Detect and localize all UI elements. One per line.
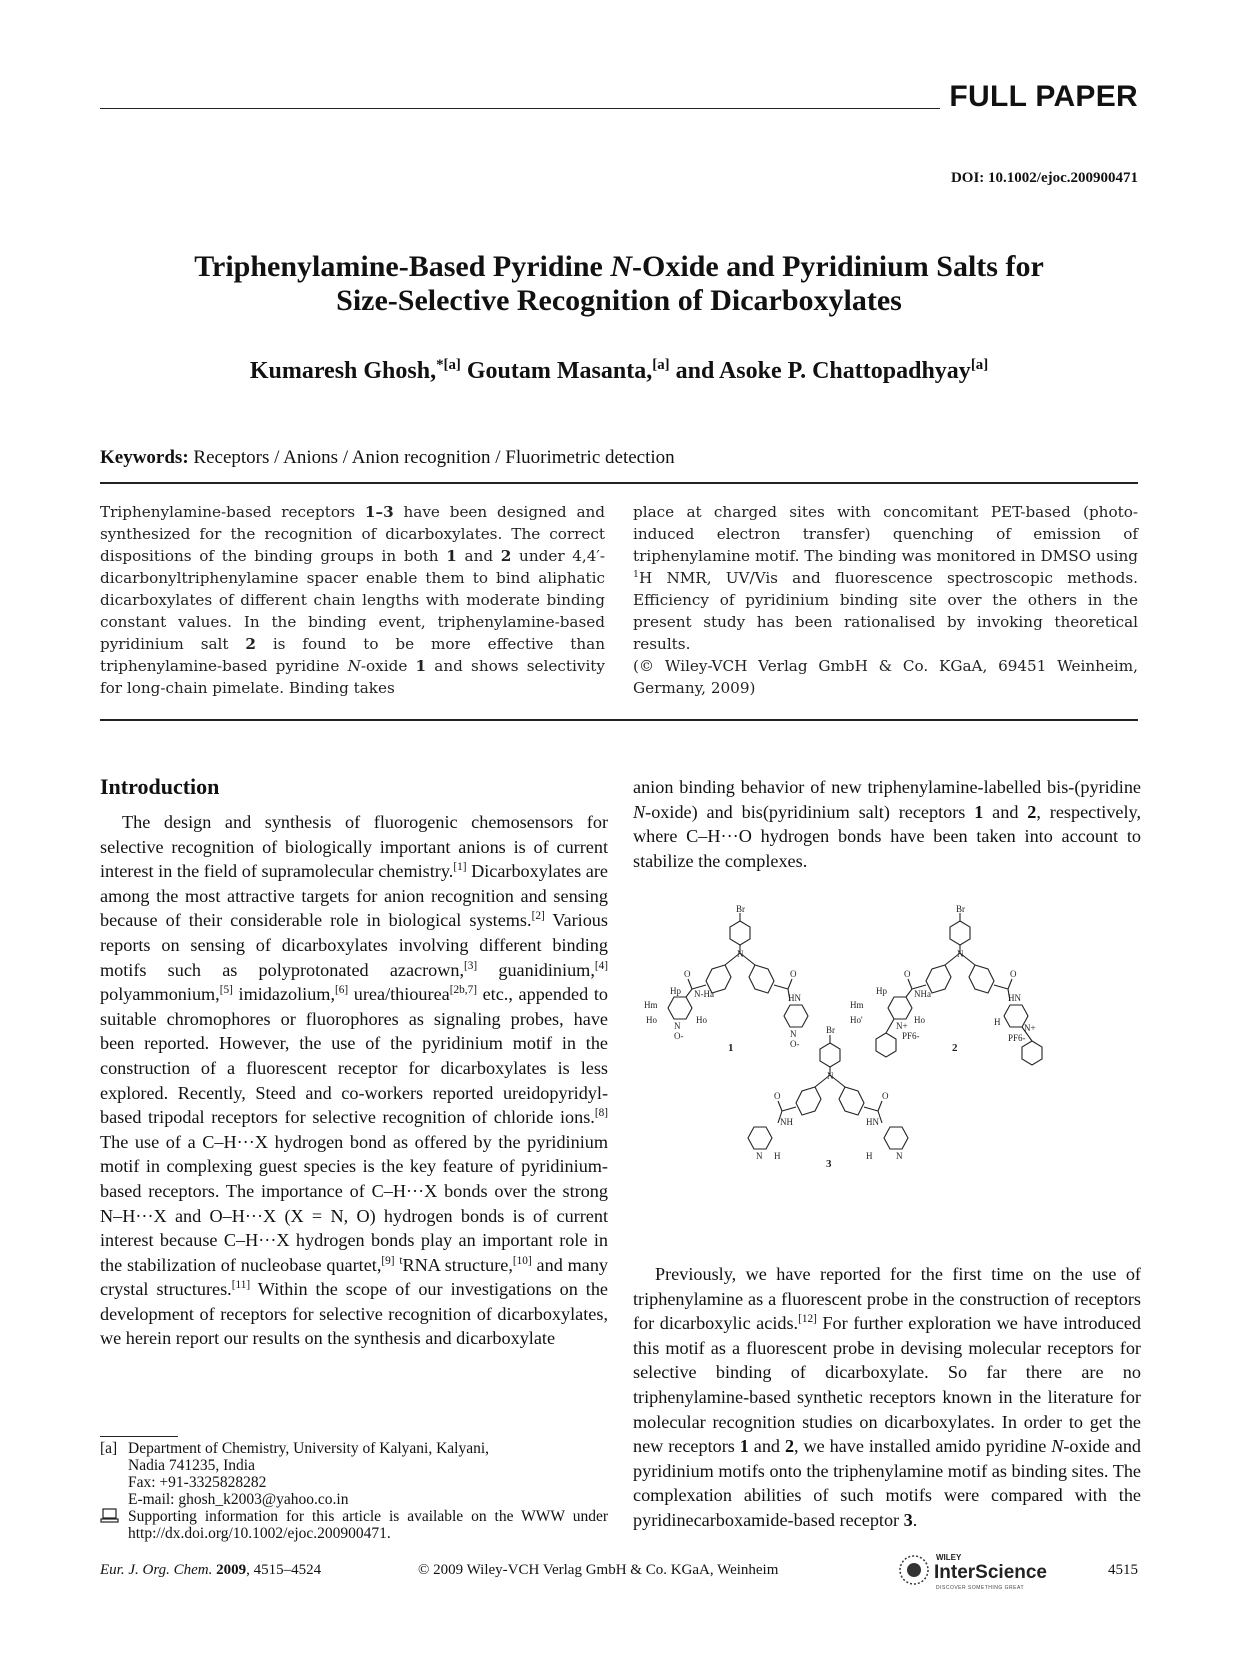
label-o: O: [904, 969, 911, 979]
label-n-plus: N+: [896, 1021, 908, 1031]
svg-text:InterScience: InterScience: [934, 1562, 1047, 1583]
header-rule: [100, 108, 940, 109]
label-n: N: [896, 1151, 903, 1161]
label-o-minus: O-: [790, 1039, 800, 1049]
svg-text:WILEY: WILEY: [936, 1553, 962, 1562]
intro-left-column: The design and synthesis of fluorogenic chemosensors for selective recognition of biologically important anions is of current interest in the field of supramolecular chemistry.[1] Dicarboxylates are among the most attractive targets for anion recognition and sensing because of their considerable role in biological systems.[2] Various reports on sensing of dicarboxylates involving different binding motifs such as polyprotonated azacrown,[3] guanidinium,[4] polyammonium,[5] imidazolium,[6] urea/thiourea[2b,7] etc., appended to suitable chromophores or fluorophores as signaling probes, have been reported. However, the use of the pyridinium motif in the construction of a fluorescent receptor for dicarboxylates is less explored. Recently, Steed and co-workers reported ureidopyridyl-based tripodal receptors for selective recognition of chloride ions.[8] The use of a C–H···X hydrogen bond as offered by the pyridinium motif in complexing guest species is the key feature of pyridinium-based receptors. The importance of C–H···X bonds over the strong N–H···X and O–H···X (X = N, O) hydrogen bonds is of current interest because C–H···X hydrogen bonds play an important role in the stabilization of nucleobase quartet,[9] $^t$RNA structure,[10] and many crystal structures.[11] Within the scope of our investigations on the development of receptors for selective recognition of dicarboxylates, we herein report our results on the synthesis and dicarboxylate: [100, 812, 609, 1349]
supporting-info-note: Supporting information for this article is available on the WWW under http://dx.doi.org/10.1002/ejoc.200900471.: [100, 1508, 608, 1542]
keywords-list: Receptors / Anions / Anion recognition / Fluorimetric detection: [193, 447, 675, 468]
abstract-right: place at charged sites with concomitant PET-based (photo-induced electron transfer) quenching of emission of triphenylamine motif. The binding was monitored in DMSO using $^1$H NMR, UV/Vis and fluorescence spectroscopic methods. Efficiency of pyridinium binding site over the others in the present study has been rationalised by invoking theoretical results. (© Wiley-VCH Verlag GmbH & Co. KGaA, 69451 Weinheim, Germany, 2009): [633, 503, 1138, 697]
abstract-copyright: (© Wiley-VCH Verlag GmbH & Co. KGaA, 69451 Weinheim, Germany, 2009): [633, 657, 1138, 697]
label-h: H: [866, 1151, 873, 1161]
label-n: N: [957, 949, 964, 959]
label-o-minus: O-: [674, 1031, 684, 1041]
label-nha: N-Ha: [694, 989, 714, 999]
footnote-rule: [100, 1436, 178, 1437]
label-n-oxide: N: [790, 1029, 797, 1039]
abstract-bottom-rule: [100, 719, 1138, 721]
footnotes: [100, 1440, 608, 1542]
label-hn: HN: [866, 1117, 879, 1127]
keywords: [100, 447, 675, 469]
label-n: N: [756, 1151, 763, 1161]
label-o: O: [774, 1091, 781, 1101]
label-h: H: [994, 1017, 1001, 1027]
author-affiliation: *[a]: [436, 357, 461, 373]
label-hp: Hp: [876, 986, 887, 996]
doi[interactable]: DOI: 10.1002/ejoc.200900471: [950, 170, 1138, 186]
author-name: and Asoke P. Chattopadhyay: [675, 358, 971, 384]
label-hn: HN: [1008, 993, 1021, 1003]
label-h: H: [774, 1151, 781, 1161]
label-ho-prime: Ho': [850, 1015, 863, 1025]
section-label: FULL PAPER: [949, 80, 1138, 113]
label-ho: Ho: [646, 1015, 657, 1025]
label-br: Br: [956, 905, 965, 914]
page-number: 4515: [1108, 1562, 1138, 1578]
affiliation-footnote: [a] Department of Chemistry, University of Kalyani, Kalyani, Nadia 741235, India Fax: +91-3325828282 E-mail: ghosh_k2003@yahoo.co.in: [100, 1440, 608, 1508]
label-n-oxide: N: [674, 1021, 681, 1031]
label-ho: Ho: [914, 1015, 925, 1025]
label-pf6: PF6-: [902, 1031, 920, 1041]
section-heading-introduction: Introduction: [100, 774, 220, 799]
label-ho: Ho: [696, 1015, 707, 1025]
label-o: O: [684, 969, 691, 979]
abstract-top-rule: [100, 482, 1138, 484]
label-hn: HN: [788, 993, 801, 1003]
label-hm: Hm: [644, 1000, 658, 1010]
label-hm: Hm: [850, 1000, 864, 1010]
label-n-plus: N+: [1024, 1023, 1036, 1033]
abstract-left: Triphenylamine-based receptors 1–3 have been designed and synthesized for the recognition of dicarboxylates. The correct dispositions of the binding groups in both 1 and 2 under 4,4′-dicarbonyltriphenylamine spacer enable them to bind aliphatic dicarboxylates of different chain lengths with moderate binding constant values. In the binding event, triphenylamine-based pyridinium salt 2 is found to be more effective than triphenylamine-based pyridine N-oxide 1 and shows selectivity for long-chain pimelate. Binding takes: [100, 503, 606, 697]
keywords-label: Keywords:: [100, 447, 189, 468]
label-o: O: [1010, 969, 1017, 979]
author-name: Kumaresh Ghosh,: [249, 358, 437, 384]
interscience-logo: [896, 1548, 1066, 1592]
compound-1-label: 1: [728, 1042, 734, 1054]
footer-copyright: © 2009 Wiley-VCH Verlag GmbH & Co. KGaA, Weinheim: [418, 1562, 779, 1578]
article-title: Triphenylamine-Based Pyridine N-Oxide and Pyridinium Salts for Size-Selective Recognition of Dicarboxylates: [194, 250, 1044, 317]
author-name: Goutam Masanta,: [466, 358, 653, 384]
intro-right-top: anion binding behavior of new triphenylamine-labelled bis-(pyridine N-oxide) and bis(pyridinium salt) receptors 1 and 2, respectively, where C–H···O hydrogen bonds have been taken into account to stabilize the complexes.: [633, 777, 1141, 871]
chemical-structures-scheme: [640, 905, 1120, 1215]
label-n: N: [737, 949, 744, 959]
label-pf6: PF6-: [1008, 1033, 1026, 1043]
email[interactable]: E-mail: ghosh_k2003@yahoo.co.in: [128, 1491, 349, 1508]
label-nh: NH: [780, 1117, 793, 1127]
label-hp: Hp: [670, 986, 681, 996]
label-n: N: [827, 1071, 834, 1081]
author-list: [100, 358, 1138, 385]
author-affiliation: [a]: [970, 357, 989, 373]
label-br: Br: [736, 905, 745, 914]
label-nha: NHa: [914, 989, 931, 999]
computer-icon: [100, 1508, 120, 1524]
compound-2-label: 2: [952, 1042, 958, 1054]
svg-text:DISCOVER SOMETHING GREAT: DISCOVER SOMETHING GREAT: [936, 1585, 1025, 1591]
label-o: O: [882, 1091, 889, 1101]
label-br: Br: [826, 1025, 835, 1035]
journal-citation: Eur. J. Org. Chem. 2009, 4515–4524: [100, 1562, 322, 1578]
author-affiliation: [a]: [652, 357, 670, 373]
intro-right-bottom: Previously, we have reported for the first time on the use of triphenylamine as a fluorescent probe in the construction of receptors for dicarboxylic acids.[12] For further exploration we have introduced this motif as a fluorescent probe in devising molecular receptors for selective binding of dicarboxylate. So far there are no triphenylamine-based synthetic receptors known in the literature for molecular recognition studies on dicarboxylates. In order to get the new receptors 1 and 2, we have installed amido pyridine N-oxide and pyridinium motifs onto the triphenylamine motif as binding sites. The complexation abilities of such motifs were compared with the pyridinecarboxamide-based receptor 3.: [633, 1264, 1142, 1530]
compound-3-label: 3: [826, 1158, 832, 1170]
label-o: O: [790, 969, 797, 979]
